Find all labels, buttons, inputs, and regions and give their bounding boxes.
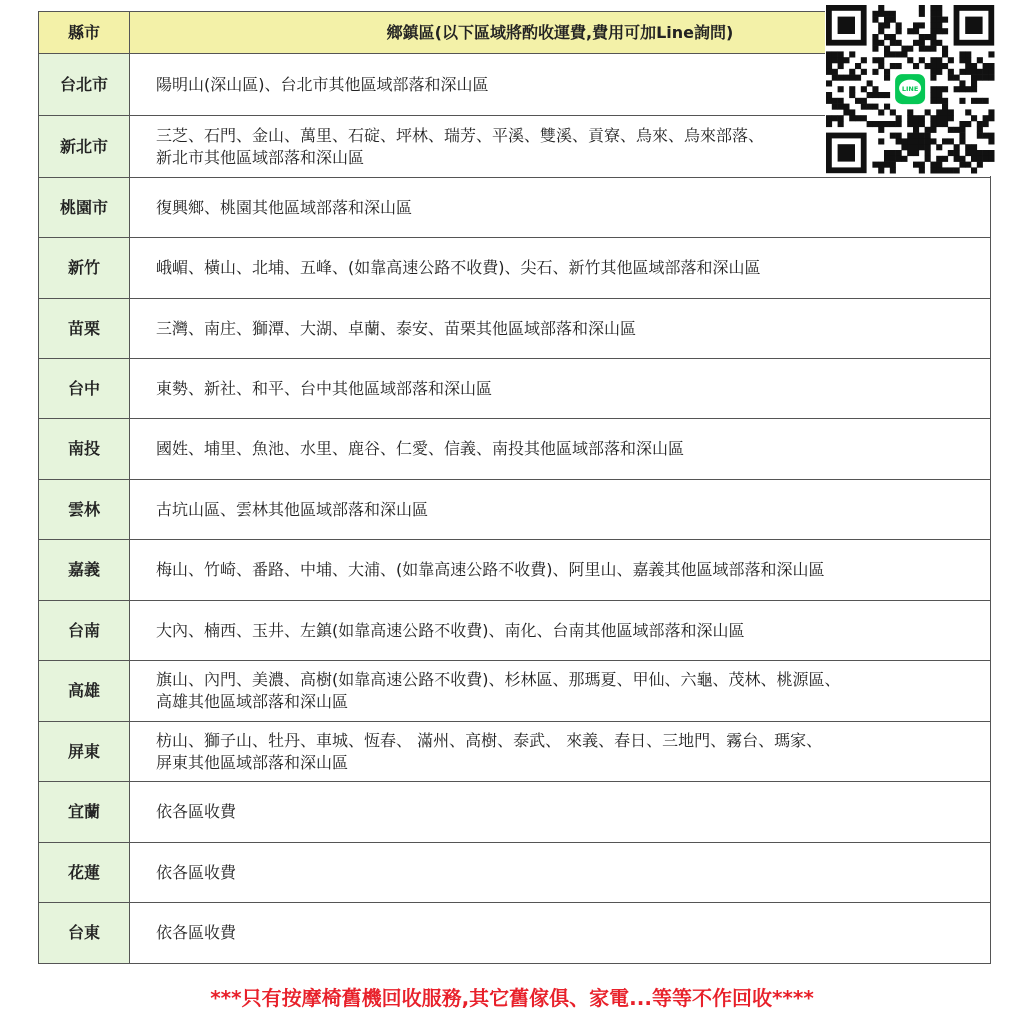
city-cell: 南投 [39, 419, 130, 480]
table-row [39, 843, 991, 903]
city-cell: 台中 [39, 359, 130, 419]
line-logo-text: LINE [901, 85, 919, 94]
areas-line: 國姓、埔里、魚池、水里、鹿谷、仁愛、信義、南投其他區域部落和深山區 [156, 439, 685, 458]
areas-line: 陽明山(深山區)、台北市其他區域部落和深山區 [156, 74, 489, 94]
areas-cell [130, 419, 991, 480]
areas-line: 依各區收費 [156, 862, 237, 882]
city-cell: 新竹 [39, 238, 130, 299]
areas-cell [130, 540, 991, 601]
areas-line: 新北市其他區域部落和深山區 [156, 147, 365, 167]
areas-line: 峨嵋、橫山、北埔、五峰、(如靠高速公路不收費)、尖石、新竹其他區域部落和深山區 [156, 258, 761, 277]
table-row [39, 178, 991, 238]
header-areas: 鄉鎮區(以下區域將酌收運費,費用可加Line詢問) [130, 12, 991, 54]
areas-line: 大內、楠西、玉井、左鎮(如靠高速公路不收費)、南化、台南其他區域部落和深山區 [156, 620, 745, 640]
areas-cell [130, 903, 991, 964]
areas-line: 三灣、南庄、獅潭、大湖、卓蘭、泰安、苗栗其他區域部落和深山區 [156, 318, 637, 338]
table-row [39, 238, 991, 299]
areas-line: 復興鄉、桃園其他區域部落和深山區 [156, 197, 413, 217]
table-row [39, 661, 991, 722]
areas-cell [130, 480, 991, 540]
areas-line: 古坑山區、雲林其他區域部落和深山區 [156, 499, 429, 519]
areas-line: 屏東其他區域部落和深山區 [156, 752, 349, 772]
table-row [39, 903, 991, 964]
table-row [39, 722, 991, 782]
table-row [39, 540, 991, 601]
city-cell: 嘉義 [39, 540, 130, 601]
areas-line: 東勢、新社、和平、台中其他區域部落和深山區 [156, 378, 493, 398]
areas-line: 三芝、石門、金山、萬里、石碇、坪林、瑞芳、平溪、雙溪、貢寮、烏來、烏來部落、 [156, 125, 765, 145]
areas-line: 旗山、內門、美濃、高樹(如靠高速公路不收費)、杉林區、那瑪夏、甲仙、六龜、茂林、桃源區、 [156, 670, 841, 689]
city-cell: 花蓮 [39, 843, 130, 903]
areas-line: 依各區收費 [156, 802, 237, 821]
areas-cell [130, 661, 991, 722]
areas-line: 高雄其他區域部落和深山區 [156, 692, 349, 711]
recycling-notice: ***只有按摩椅舊機回收服務,其它舊傢俱、家電...等等不作回收**** [210, 986, 814, 1010]
areas-cell [130, 178, 991, 238]
city-cell: 台南 [39, 601, 130, 661]
qr-code-icon [825, 4, 995, 176]
areas-cell [130, 722, 991, 782]
table-row [39, 299, 991, 359]
areas-cell [130, 601, 991, 661]
table-row [39, 782, 991, 843]
line-qr-code[interactable] [825, 4, 995, 176]
areas-cell [130, 782, 991, 843]
city-cell: 宜蘭 [39, 782, 130, 843]
areas-cell [130, 843, 991, 903]
areas-cell [130, 299, 991, 359]
city-cell: 高雄 [39, 661, 130, 722]
table-row [39, 359, 991, 419]
city-cell: 台東 [39, 903, 130, 964]
city-cell: 雲林 [39, 480, 130, 540]
city-cell: 苗栗 [39, 299, 130, 359]
city-cell: 桃園市 [39, 178, 130, 238]
table-row [39, 419, 991, 480]
city-cell: 新北市 [39, 116, 130, 178]
table-row [39, 480, 991, 540]
city-cell: 屏東 [39, 722, 130, 782]
header-city: 縣市 [39, 12, 130, 54]
areas-cell [130, 238, 991, 299]
table-row [39, 601, 991, 661]
city-cell: 台北市 [39, 54, 130, 116]
areas-line: 梅山、竹崎、番路、中埔、大浦、(如靠高速公路不收費)、阿里山、嘉義其他區域部落和深山區 [156, 560, 825, 579]
areas-cell [130, 359, 991, 419]
areas-line: 依各區收費 [156, 923, 237, 942]
areas-line: 枋山、獅子山、牡丹、車城、恆春、 滿州、高樹、泰武、 來義、春日、三地門、霧台、瑪家、 [156, 730, 823, 750]
